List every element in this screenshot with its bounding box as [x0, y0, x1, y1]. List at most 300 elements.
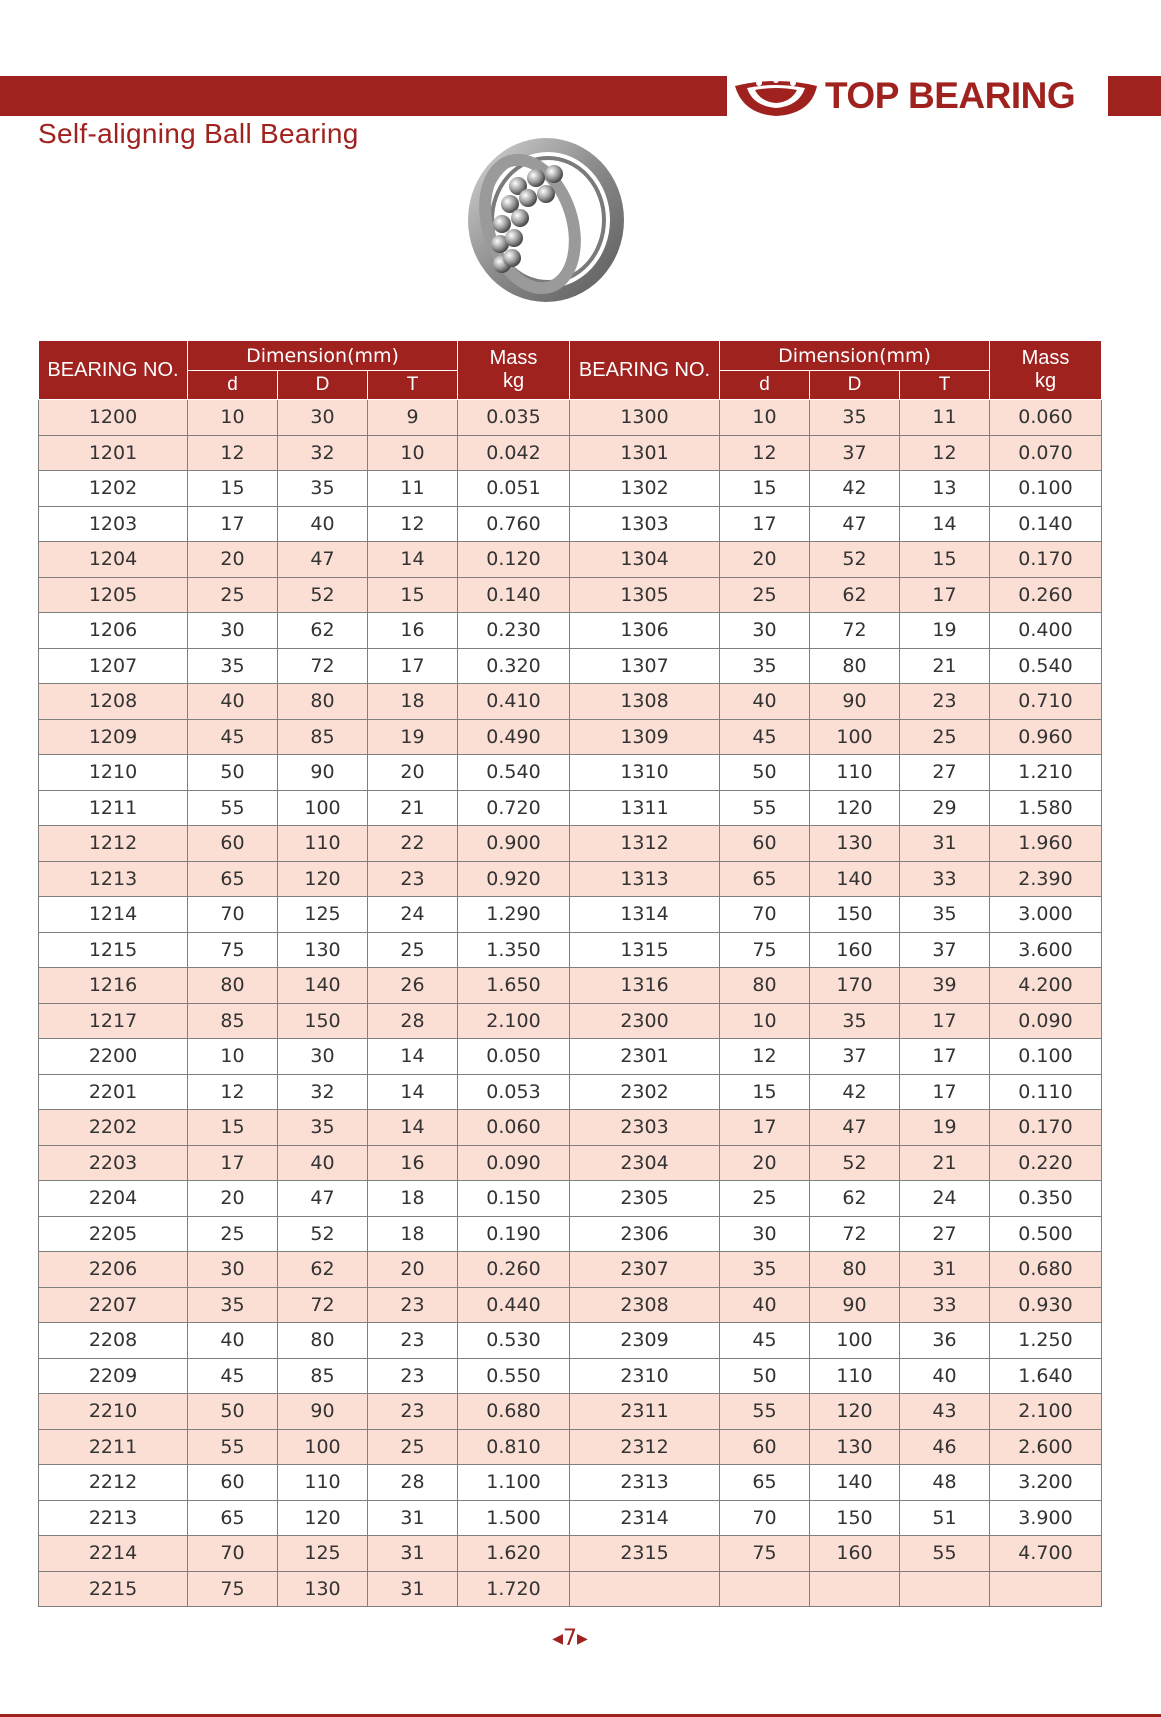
cell-d-right: 20 — [720, 1145, 810, 1181]
page-number: 7 — [563, 1626, 577, 1651]
cell-mass-left: 0.490 — [458, 719, 570, 755]
cell-T-right: 55 — [900, 1536, 990, 1572]
cell-mass-left: 1.290 — [458, 897, 570, 933]
cell-T-right: 36 — [900, 1323, 990, 1359]
cell-bearing-no-right: 2310 — [570, 1358, 720, 1394]
table-row — [39, 1252, 1102, 1288]
cell-bearing-no-right: 2313 — [570, 1465, 720, 1501]
cell-T-left: 22 — [368, 826, 458, 862]
cell-mass-left: 1.650 — [458, 968, 570, 1004]
page-navigation — [540, 1626, 600, 1651]
header-mass-right — [990, 341, 1102, 400]
cell-d-right: 20 — [720, 542, 810, 578]
cell-D-right: 62 — [810, 1181, 900, 1217]
table-row — [39, 1465, 1102, 1501]
cell-d-right: 65 — [720, 1465, 810, 1501]
cell-mass-left: 0.530 — [458, 1323, 570, 1359]
cell-T-left: 20 — [368, 755, 458, 791]
cell-T-right: 25 — [900, 719, 990, 755]
cell-bearing-no-left: 2214 — [39, 1536, 188, 1572]
cell-D-left: 62 — [278, 613, 368, 649]
cell-T-right: 37 — [900, 932, 990, 968]
cell-mass-left: 0.550 — [458, 1358, 570, 1394]
cell-mass-right: 0.680 — [990, 1252, 1102, 1288]
cell-T-right: 15 — [900, 542, 990, 578]
cell-D-left: 90 — [278, 1394, 368, 1430]
cell-mass-right: 0.090 — [990, 1003, 1102, 1039]
cell-D-right: 140 — [810, 861, 900, 897]
cell-d-left: 55 — [188, 790, 278, 826]
cell-T-left: 23 — [368, 1358, 458, 1394]
cell-T-left: 14 — [368, 1074, 458, 1110]
cell-mass-left: 0.920 — [458, 861, 570, 897]
cell-bearing-no-right: 2307 — [570, 1252, 720, 1288]
cell-T-right: 33 — [900, 861, 990, 897]
cell-bearing-no-left: 2205 — [39, 1216, 188, 1252]
cell-d-left: 50 — [188, 1394, 278, 1430]
cell-mass-right: 2.600 — [990, 1429, 1102, 1465]
cell-T-right — [900, 1571, 990, 1607]
cell-T-left: 17 — [368, 648, 458, 684]
cell-D-left: 140 — [278, 968, 368, 1004]
cell-d-left: 15 — [188, 1110, 278, 1146]
cell-mass-left: 0.051 — [458, 471, 570, 507]
cell-D-left: 30 — [278, 400, 368, 436]
table-row — [39, 861, 1102, 897]
cell-T-right: 24 — [900, 1181, 990, 1217]
cell-bearing-no-right: 1302 — [570, 471, 720, 507]
cell-bearing-no-right: 1308 — [570, 684, 720, 720]
cell-d-right: 35 — [720, 648, 810, 684]
cell-mass-right: 0.930 — [990, 1287, 1102, 1323]
cell-bearing-no-left: 2201 — [39, 1074, 188, 1110]
cell-d-left: 75 — [188, 932, 278, 968]
cell-bearing-no-right: 1315 — [570, 932, 720, 968]
cell-mass-right: 0.220 — [990, 1145, 1102, 1181]
cell-d-left: 80 — [188, 968, 278, 1004]
cell-T-left: 28 — [368, 1465, 458, 1501]
table-row — [39, 1003, 1102, 1039]
cell-mass-right: 0.140 — [990, 506, 1102, 542]
cell-mass-right: 4.200 — [990, 968, 1102, 1004]
cell-d-right — [720, 1571, 810, 1607]
cell-bearing-no-left: 2207 — [39, 1287, 188, 1323]
cell-T-right: 40 — [900, 1358, 990, 1394]
cell-bearing-no-left: 1214 — [39, 897, 188, 933]
cell-D-right: 35 — [810, 1003, 900, 1039]
cell-T-right: 48 — [900, 1465, 990, 1501]
cell-d-left: 25 — [188, 577, 278, 613]
cell-D-right: 110 — [810, 755, 900, 791]
cell-T-right: 31 — [900, 1252, 990, 1288]
table-row — [39, 826, 1102, 862]
cell-T-right: 14 — [900, 506, 990, 542]
cell-T-left: 23 — [368, 861, 458, 897]
cell-bearing-no-left: 1212 — [39, 826, 188, 862]
cell-D-left: 52 — [278, 577, 368, 613]
cell-bearing-no-left: 1200 — [39, 400, 188, 436]
table-row — [39, 1216, 1102, 1252]
cell-d-left: 25 — [188, 1216, 278, 1252]
cell-T-right: 27 — [900, 755, 990, 791]
cell-mass-right: 4.700 — [990, 1536, 1102, 1572]
cell-D-right: 35 — [810, 400, 900, 436]
cell-d-right: 40 — [720, 1287, 810, 1323]
cell-mass-right: 0.540 — [990, 648, 1102, 684]
cell-bearing-no-left: 2210 — [39, 1394, 188, 1430]
cell-mass-right: 2.390 — [990, 861, 1102, 897]
cell-T-left: 23 — [368, 1323, 458, 1359]
cell-mass-right: 1.640 — [990, 1358, 1102, 1394]
cell-T-right: 17 — [900, 1003, 990, 1039]
cell-mass-left: 0.440 — [458, 1287, 570, 1323]
table-row — [39, 1074, 1102, 1110]
table-row — [39, 1287, 1102, 1323]
cell-mass-left: 0.720 — [458, 790, 570, 826]
table-row — [39, 1145, 1102, 1181]
cell-mass-left: 1.620 — [458, 1536, 570, 1572]
cell-T-left: 21 — [368, 790, 458, 826]
cell-mass-left: 0.810 — [458, 1429, 570, 1465]
cell-mass-right: 1.210 — [990, 755, 1102, 791]
cell-bearing-no-left: 2211 — [39, 1429, 188, 1465]
cell-D-right: 72 — [810, 1216, 900, 1252]
cell-d-left: 75 — [188, 1571, 278, 1607]
cell-D-right: 130 — [810, 826, 900, 862]
cell-D-right: 120 — [810, 790, 900, 826]
cell-D-right: 37 — [810, 435, 900, 471]
cell-mass-right: 3.200 — [990, 1465, 1102, 1501]
cell-mass-left: 0.060 — [458, 1110, 570, 1146]
cell-d-right: 45 — [720, 719, 810, 755]
cell-bearing-no-left: 1210 — [39, 755, 188, 791]
cell-d-right: 50 — [720, 1358, 810, 1394]
cell-bearing-no-right: 1311 — [570, 790, 720, 826]
cell-D-left: 40 — [278, 506, 368, 542]
cell-D-right: 160 — [810, 932, 900, 968]
cell-mass-left: 0.540 — [458, 755, 570, 791]
cell-mass-left: 0.035 — [458, 400, 570, 436]
header-bearing-no-left: BEARING NO. — [39, 341, 188, 400]
header-band-right — [1108, 76, 1161, 116]
cell-mass-right: 2.100 — [990, 1394, 1102, 1430]
cell-bearing-no-right: 1309 — [570, 719, 720, 755]
cell-bearing-no-right: 2312 — [570, 1429, 720, 1465]
cell-mass-left: 1.720 — [458, 1571, 570, 1607]
cell-bearing-no-left: 1201 — [39, 435, 188, 471]
cell-d-right: 55 — [720, 790, 810, 826]
cell-d-right: 55 — [720, 1394, 810, 1430]
cell-T-right: 39 — [900, 968, 990, 1004]
cell-mass-left: 0.150 — [458, 1181, 570, 1217]
cell-d-right: 35 — [720, 1252, 810, 1288]
cell-bearing-no-left: 2213 — [39, 1500, 188, 1536]
table-row — [39, 1110, 1102, 1146]
table-row — [39, 932, 1102, 968]
cell-d-right: 70 — [720, 897, 810, 933]
table-body — [39, 400, 1102, 1607]
cell-D-left: 47 — [278, 542, 368, 578]
cell-D-right: 100 — [810, 719, 900, 755]
cell-d-left: 45 — [188, 719, 278, 755]
table-row — [39, 968, 1102, 1004]
cell-mass-right: 1.250 — [990, 1323, 1102, 1359]
cell-D-left: 32 — [278, 1074, 368, 1110]
cell-bearing-no-left: 2208 — [39, 1323, 188, 1359]
cell-D-left: 110 — [278, 826, 368, 862]
cell-bearing-no-right: 1316 — [570, 968, 720, 1004]
cell-mass-right: 3.900 — [990, 1500, 1102, 1536]
cell-bearing-no-right: 2302 — [570, 1074, 720, 1110]
cell-D-left: 47 — [278, 1181, 368, 1217]
cell-d-left: 12 — [188, 435, 278, 471]
cell-T-left: 31 — [368, 1536, 458, 1572]
cell-D-left: 85 — [278, 719, 368, 755]
cell-bearing-no-right: 2304 — [570, 1145, 720, 1181]
cell-mass-right: 1.580 — [990, 790, 1102, 826]
cell-mass-left: 0.053 — [458, 1074, 570, 1110]
prev-page-icon[interactable]: ◀ — [552, 1631, 563, 1647]
cell-d-left: 45 — [188, 1358, 278, 1394]
cell-D-right: 62 — [810, 577, 900, 613]
cell-D-right: 140 — [810, 1465, 900, 1501]
cell-D-left: 130 — [278, 932, 368, 968]
cell-d-left: 10 — [188, 1039, 278, 1075]
cell-d-left: 40 — [188, 1323, 278, 1359]
cell-D-right: 170 — [810, 968, 900, 1004]
cell-bearing-no-left: 1211 — [39, 790, 188, 826]
table-row — [39, 471, 1102, 507]
cell-mass-right: 0.070 — [990, 435, 1102, 471]
cell-D-right: 150 — [810, 1500, 900, 1536]
cell-D-left: 32 — [278, 435, 368, 471]
cell-d-left: 85 — [188, 1003, 278, 1039]
cell-D-left: 100 — [278, 1429, 368, 1465]
cell-bearing-no-right: 2301 — [570, 1039, 720, 1075]
cell-D-left: 100 — [278, 790, 368, 826]
table-row — [39, 790, 1102, 826]
cell-d-right: 17 — [720, 506, 810, 542]
cell-T-left: 9 — [368, 400, 458, 436]
cell-T-left: 23 — [368, 1287, 458, 1323]
header-mass-unit: kg — [1034, 370, 1057, 392]
cell-T-right: 12 — [900, 435, 990, 471]
cell-T-right: 19 — [900, 613, 990, 649]
cell-bearing-no-left: 1216 — [39, 968, 188, 1004]
cell-mass-left: 0.140 — [458, 577, 570, 613]
cell-T-right: 46 — [900, 1429, 990, 1465]
header-T-right: T — [900, 371, 990, 400]
cell-T-left: 14 — [368, 1039, 458, 1075]
cell-T-left: 14 — [368, 542, 458, 578]
cell-T-right: 19 — [900, 1110, 990, 1146]
cell-bearing-no-left: 2204 — [39, 1181, 188, 1217]
cell-D-left: 85 — [278, 1358, 368, 1394]
cell-T-left: 31 — [368, 1571, 458, 1607]
next-page-icon[interactable]: ▶ — [577, 1631, 588, 1647]
cell-bearing-no-right: 2305 — [570, 1181, 720, 1217]
table-row — [39, 1571, 1102, 1607]
cell-D-right: 110 — [810, 1358, 900, 1394]
cell-mass-right — [990, 1571, 1102, 1607]
cell-d-left: 15 — [188, 471, 278, 507]
cell-T-right: 31 — [900, 826, 990, 862]
cell-mass-right: 0.060 — [990, 400, 1102, 436]
cell-d-left: 50 — [188, 755, 278, 791]
cell-D-right: 160 — [810, 1536, 900, 1572]
table-row — [39, 719, 1102, 755]
cell-d-left: 17 — [188, 506, 278, 542]
cell-mass-left: 0.090 — [458, 1145, 570, 1181]
cell-T-left: 28 — [368, 1003, 458, 1039]
cell-mass-left: 1.100 — [458, 1465, 570, 1501]
cell-D-right: 80 — [810, 1252, 900, 1288]
cell-T-left: 20 — [368, 1252, 458, 1288]
table-row — [39, 577, 1102, 613]
cell-mass-right: 0.350 — [990, 1181, 1102, 1217]
cell-bearing-no-left: 1207 — [39, 648, 188, 684]
cell-d-right: 15 — [720, 471, 810, 507]
cell-D-left: 52 — [278, 1216, 368, 1252]
table-row — [39, 1394, 1102, 1430]
cell-d-right: 17 — [720, 1110, 810, 1146]
cell-mass-left: 0.042 — [458, 435, 570, 471]
cell-T-right: 17 — [900, 577, 990, 613]
header-mass-unit: kg — [502, 370, 525, 392]
table-row — [39, 542, 1102, 578]
cell-bearing-no-left: 1209 — [39, 719, 188, 755]
cell-D-right: 100 — [810, 1323, 900, 1359]
cell-bearing-no-right: 2308 — [570, 1287, 720, 1323]
cell-d-left: 65 — [188, 1500, 278, 1536]
cell-bearing-no-left: 1206 — [39, 613, 188, 649]
cell-mass-left: 0.120 — [458, 542, 570, 578]
cell-bearing-no-right: 1314 — [570, 897, 720, 933]
cell-mass-left: 0.410 — [458, 684, 570, 720]
cell-D-right: 80 — [810, 648, 900, 684]
cell-mass-left: 2.100 — [458, 1003, 570, 1039]
cell-D-left: 30 — [278, 1039, 368, 1075]
header-mass-left — [458, 341, 570, 400]
cell-D-left: 62 — [278, 1252, 368, 1288]
header-band — [0, 76, 727, 116]
header-dimension-right: Dimension(mm) — [720, 341, 990, 371]
cell-d-right: 60 — [720, 826, 810, 862]
cell-bearing-no-left: 1205 — [39, 577, 188, 613]
cell-bearing-no-right: 1313 — [570, 861, 720, 897]
cell-D-left: 130 — [278, 1571, 368, 1607]
cell-T-right: 13 — [900, 471, 990, 507]
cell-bearing-no-right: 2300 — [570, 1003, 720, 1039]
cell-bearing-no-right: 2314 — [570, 1500, 720, 1536]
cell-D-right: 120 — [810, 1394, 900, 1430]
cell-d-left: 30 — [188, 613, 278, 649]
cell-bearing-no-left: 2202 — [39, 1110, 188, 1146]
cell-D-left: 125 — [278, 897, 368, 933]
cell-D-right: 47 — [810, 506, 900, 542]
cell-T-left: 11 — [368, 471, 458, 507]
cell-D-left: 80 — [278, 1323, 368, 1359]
cell-d-left: 70 — [188, 897, 278, 933]
bearing-spec-table — [38, 340, 1102, 1607]
header-bearing-no-right: BEARING NO. — [570, 341, 720, 400]
cell-T-left: 12 — [368, 506, 458, 542]
cell-d-left: 60 — [188, 826, 278, 862]
cell-d-right: 40 — [720, 684, 810, 720]
cell-D-left: 72 — [278, 1287, 368, 1323]
cell-bearing-no-left: 2203 — [39, 1145, 188, 1181]
cell-T-right: 35 — [900, 897, 990, 933]
cell-T-right: 43 — [900, 1394, 990, 1430]
cell-T-left: 15 — [368, 577, 458, 613]
table-row — [39, 435, 1102, 471]
cell-bearing-no-left: 1217 — [39, 1003, 188, 1039]
cell-D-right: 90 — [810, 1287, 900, 1323]
cell-mass-left: 1.350 — [458, 932, 570, 968]
cell-D-left: 40 — [278, 1145, 368, 1181]
table-row — [39, 1181, 1102, 1217]
cell-mass-left: 0.320 — [458, 648, 570, 684]
cell-mass-right: 0.170 — [990, 1110, 1102, 1146]
cell-D-right: 42 — [810, 1074, 900, 1110]
bearing-logo-icon — [733, 74, 819, 118]
cell-T-left: 18 — [368, 1181, 458, 1217]
cell-T-left: 19 — [368, 719, 458, 755]
cell-d-left: 35 — [188, 1287, 278, 1323]
cell-d-left: 40 — [188, 684, 278, 720]
cell-d-right: 10 — [720, 1003, 810, 1039]
cell-mass-right: 3.600 — [990, 932, 1102, 968]
cell-bearing-no-right: 2309 — [570, 1323, 720, 1359]
cell-mass-right: 0.260 — [990, 577, 1102, 613]
cell-bearing-no-left: 2200 — [39, 1039, 188, 1075]
cell-T-left: 16 — [368, 1145, 458, 1181]
cell-d-right: 12 — [720, 435, 810, 471]
cell-d-right: 15 — [720, 1074, 810, 1110]
cell-mass-right: 0.710 — [990, 684, 1102, 720]
cell-d-right: 80 — [720, 968, 810, 1004]
cell-d-left: 10 — [188, 400, 278, 436]
table-row — [39, 1323, 1102, 1359]
cell-D-right: 72 — [810, 613, 900, 649]
bearing-photo-icon — [448, 132, 638, 307]
cell-d-left: 20 — [188, 542, 278, 578]
cell-D-right: 150 — [810, 897, 900, 933]
table-row — [39, 648, 1102, 684]
cell-mass-right: 0.170 — [990, 542, 1102, 578]
cell-bearing-no-left: 1203 — [39, 506, 188, 542]
cell-T-left: 25 — [368, 1429, 458, 1465]
cell-D-right: 90 — [810, 684, 900, 720]
cell-mass-right: 0.100 — [990, 471, 1102, 507]
cell-T-right: 51 — [900, 1500, 990, 1536]
cell-d-left: 20 — [188, 1181, 278, 1217]
table-row — [39, 1536, 1102, 1572]
cell-D-left: 150 — [278, 1003, 368, 1039]
header-d-right: d — [720, 371, 810, 400]
cell-D-left: 90 — [278, 755, 368, 791]
cell-mass-right: 3.000 — [990, 897, 1102, 933]
cell-bearing-no-left: 1208 — [39, 684, 188, 720]
cell-d-left: 70 — [188, 1536, 278, 1572]
cell-bearing-no-right: 2303 — [570, 1110, 720, 1146]
cell-d-left: 55 — [188, 1429, 278, 1465]
cell-mass-right: 0.960 — [990, 719, 1102, 755]
cell-bearing-no-right: 2311 — [570, 1394, 720, 1430]
cell-d-right: 75 — [720, 932, 810, 968]
cell-mass-left: 0.900 — [458, 826, 570, 862]
cell-D-right: 42 — [810, 471, 900, 507]
